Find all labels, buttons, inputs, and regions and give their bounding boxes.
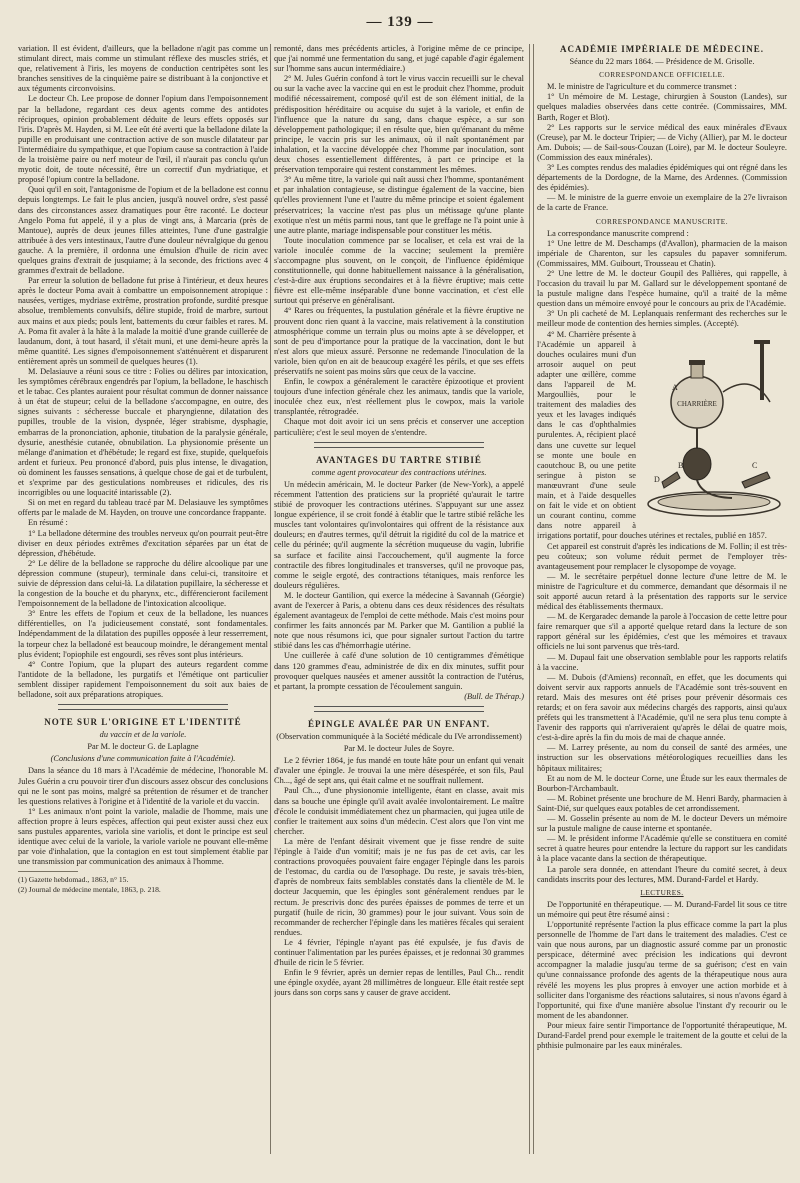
column-rule	[533, 44, 534, 1154]
paragraph: 4° Rares ou fréquentes, la pustulation générale et la fièvre éruptive ne prouvent donc rien quant à la vaccine, mais relativement à la constitution atmosphérique comme un terrain plus ou moins apte à se développer, et sont de peu d'importance pour la pratique de la vaccination, dont le but n'est alors que mieux assuré. Personne ne redemande l'inoculation de la variole, bien qu'on en ait de beaucoup exagéré les périls, et que ses effets préservatifs ne soient pas moins sûrs que ceux de la vaccine.	[274, 306, 524, 376]
paragraph: — M. le président informe l'Académie qu'elle se constituera en comité secret à quatre heures pour entendre la lecture du rapport sur les candidats à la place vacante dans la section de thérapeutique.	[537, 834, 787, 864]
article-title: AVANTAGES DU TARTRE STIBIÉ	[316, 454, 482, 465]
paragraph: 2° Le délire de la belladone se rapproche du délire alcoolique par une dépression commune (stupeur), terminale dans celui-ci, transitoire et suivie de dépression dans celui-là. La dilatation pupillaire, la sécheresse et la congestion de la bouche et du pharynx, etc., différencieront facilement l'empoisonnement de la belladone de l'intoxication alcoolique.	[18, 558, 268, 609]
paragraph: Dans la séance du 18 mars à l'Académie de médecine, l'honorable M. Jules Guérin a cru pouvoir tirer d'un discours assez obscur des conclusions qui ne le sont pas moins, malgré sa prétention de résumer et de trancher les questions relatives à l'origine et à l'identité de la variole et du vaccin.	[18, 766, 268, 806]
paragraph: En résumé :	[28, 518, 68, 528]
subsection-title: LECTURES.	[640, 887, 684, 897]
paragraph: Chaque mot doit avoir ici un sens précis et conserver une acception particulière; c'est le seul moyen de s'entendre.	[274, 417, 524, 437]
paragraph: Quoi qu'il en soit, l'antagonisme de l'opium et de la belladone est connu depuis longtemps. Le fait le plus ancien, jusqu'à nouvel ordre, s'est passé dans des circonstances assez dramatiques pour être raconté. Le docteur Angelo Poma fut appelé, il y a plus de vingt ans, à Marcaria (près de Mantoue), auprès de deux jeunes filles atteintes, l'une d'une gastralgie attribuée à des vers intestinaux, l'autre d'une douleur névralgique du genou gauche. A la première, il ordonna une émulsion d'huile de ricin avec quelques grains d'extrait de jusquiame; à la seconde, des frictions avec 4 grammes d'extrait de belladone.	[18, 185, 268, 276]
paragraph: 2° Les rapports sur le service médical des eaux minérales d'Evaux (Creuse), par M. le docteur Tripier; — de Vichy (Allier), par M. le docteur Am. Dubois; — de Sail-sous-Couzan (Loire), par M. le docteur Souleyre. (Commission des eaux minérales).	[537, 122, 787, 162]
article-subtitle: comme agent provocateur des contractions utérines.	[311, 467, 487, 477]
paragraph: remonté, dans mes précédents articles, à l'origine même de ce principe, que j'ai nommé une fermentation du sang, et jugé capable d'agir également sur l'homme sans aucun intermédiaire.)	[274, 44, 524, 74]
paragraph: Et au nom de M. le docteur Corne, une Étude sur les eaux thermales de Bourbon-l'Archambault.	[537, 773, 787, 793]
column-1	[18, 44, 268, 1169]
paragraph: Le docteur Ch. Lee propose de donner l'opium dans l'empoisonnement par la belladone, regardant ces deux agents comme des antidotes réciproques, opinion probablement déduite de leurs effets opposés sur l'iris. D'après M. Hayden, si M. Lee eût été averti que la belladone dilate la pupille en produisant une contraction active de son muscle dilatateur par l'intermédiaire du sympathique, et que l'opium cause sa contraction à l'aide de la troisième paire ou nerf moteur de l'œil, il n'aurait pas conclu qu'un myotic doit, de toute nécessité, être un correctif d'un mydriatique, et proposé l'opium contre la belladone.	[18, 94, 268, 185]
paragraph: — M. de Kergaradec demande la parole à l'occasion de cette lettre pour faire remarquer que s'il a apporté quelque retard dans la lecture de son rapport général sur les épidémies, c'est que les mémoires et travaux officiels ne lui sont parvenus que très-tard.	[537, 612, 787, 652]
figure-label-d: D	[654, 474, 660, 484]
paragraph: — M. Robinet présente une brochure de M. Henri Bardy, pharmacien à Saint-Dié, sur quelques eaux potables de cet arrondissement.	[537, 793, 787, 813]
paragraph: Un médecin américain, M. le docteur Parker (de New-York), a appelé récemment l'attention des praticiens sur la propriété qu'aurait le tartre stibié de provoquer les contractions utérines. S'appuyant sur une assez longue expérience, il se croit fondé à établir que le tartre stibié relâche les muscles tant volontaires qu'involontaires qui offrent de la résistance aux douleurs; en d'autres termes, qu'il détruit la rigidité du col de la matrice et celle du périnée; qu'il augmente la sécrétion muqueuse du vagin, lubrifie sa surface et facilite ainsi l'accouchement, qu'il augmente la force contractile des fibres longitudinales et transverses, qu'il ne provoque pas, comme le seigle ergoté, des contractions tétaniques, mais renforce les douleurs régulières.	[274, 479, 524, 590]
subsection-title: CORRESPONDANCE OFFICIELLE.	[599, 70, 725, 80]
article-subtitle: du vaccin et de la variole.	[99, 730, 187, 740]
douche-apparatus-figure	[642, 332, 787, 522]
paragraph: Paul Ch..., d'une physionomie intelligente, étant en classe, avait mis dans sa bouche une épingle qu'il avait avalée involontairement. Le maître d'école le conduisit immédiatement chez un pharmacien, qui jugea utile de confier le traitement aux soins d'un médecin. C'est alors que l'on vint me chercher.	[274, 786, 524, 836]
subsection-title: CORRESPONDANCE MANUSCRITE.	[595, 216, 729, 226]
paragraph: M. le ministre de l'agriculture et du commerce transmet :	[547, 82, 737, 92]
article-author: Par M. le docteur Jules de Soyre.	[343, 744, 455, 754]
article-subtitle: (Observation communiquée à la Société médicale du IVe arrondissement)	[276, 732, 522, 741]
section-title: ACADÉMIE IMPÉRIALE DE MÉDECINE.	[559, 44, 764, 54]
article-title: NOTE SUR L'ORIGINE ET L'IDENTITÉ	[44, 717, 242, 728]
paragraph: Par erreur la solution de belladone fut prise à l'intérieur, et deux heures après le docteur Poma avait à combattre un empoisonnement atropique : nausées, vertiges, mydriase extrême, prostration profonde, surdité presque absolue, tremblements convulsifs, délire stupide, froid de marbre, surtout aux mains et aux pieds; pouls lent, battements du cœur faibles et rares. M. A. Poma fit avaler à la hâte à la malade la moitié d'une grande cuillerée de laudanum, dont, à tout hasard, il s'était muni, et une demi-heure après la même quantité. Les signes d'empoisonnement s'atténuèrent et disparurent entièrement après un sommeil de quelques heures (1).	[18, 276, 268, 366]
paragraph: Toute inoculation commence par se localiser, et cela est vrai de la variole inoculée comme de la vaccine; seulement la première s'accompagne plus souvent, on le conçoit, de l'influence épidémique constitutionnelle, qui donne habituellement naissance à la généralisation, c'est-à-dire aux éruptions secondaires et à la fièvre éruptive; mais cette fièvre est elle-même inséparable d'une bonne vaccination, et c'est elle surtout qui préserve en généralisant.	[274, 235, 524, 306]
section-ornament	[314, 442, 484, 448]
paragraph: 1° Les animaux n'ont point la variole, maladie de l'homme, mais une affection propre à leurs espèces, affection qui peut exister aussi chez eux sans pustules apparentes, variola sine variolis, et dont le principe est seul identique avec celui de la variole, la variole variole ne pouvant elle-même par voie d'inhalation, que la contagion en est tout simplement établie par une transmission par communication des animaux à l'homme.	[18, 806, 268, 867]
paragraph: La correspondance manuscrite comprend :	[547, 228, 689, 238]
vessel-label: CHARRIÈRE	[677, 399, 717, 408]
paragraph: 2° M. Jules Guérin confond à tort le virus vaccin recueilli sur le cheval ou sur la vache avec la vaccine qui en est le produit chez l'homme, produit modifié nécessairement, composé qu'il est de son élément initial, de la prédisposition héréditaire ou acquise du sujet à la variole, et enfin de l'influence que la nature du sang, dans chaque espèce, a sur son développement pathologique; il en résulte que, bien qu'émanant du même principe, le vaccin pris sur les animaux, où il naît spontanément par inhalation, et la vaccine développée chez l'homme par inoculation, sont deux choses essentiellement différentes, à part ce principe et la préservation temporaire qui restent constamment les mêmes.	[274, 74, 524, 175]
paragraph: — M. Dubois (d'Amiens) reconnaît, en effet, que les documents qui doivent servir aux rapports annuels de l'Académie sont très-souvent en retard. Mais des mesures ont été prises pour prévenir désormais ces retards; et on fera savoir aux médecins chargés des rapports, ainsi qu'aux préfets qui les transmettent à l'Académie, qu'il ne sera plus tenu compte à l'avenir des rapports qui n'arriveraient qu'après le délai de quatre mois, c'est-à-dire après la fin du mois de mai de chaque année.	[537, 672, 787, 743]
paragraph: Pour mieux faire sentir l'importance de l'opportunité thérapeutique, M. Durand-Fardel prend pour exemple le traitement de la goutte et celui de la phthisie pulmonaire par les eaux minérales.	[537, 1020, 787, 1051]
paragraph: 3° Au même titre, la variole qui naît aussi chez l'homme, spontanément et par inhalation contagieuse, se distingue également de la vaccine, bien qu'elles proviennent l'une et l'autre du même principe et soient également préservatrices; la vaccine n'est pas plus un métissage qu'une plante exotique n'est un métis parmi nous, tant que le greffage ne l'a point unie à une autre plante, mariage indispensable pour constituer les métis.	[274, 175, 524, 235]
page-number: — 139 —	[366, 14, 434, 30]
paragraph: Le 2 février 1864, je fus mandé en toute hâte pour un enfant qui venait d'avaler une épingle. Je trouvai la une mère désespérée, et son fils, Paul Ch..., âgé de sept ans, qui était calme et ne souffrait nullement.	[274, 756, 524, 786]
figure-label-c: C	[752, 460, 758, 470]
paragraph: 1° Un mémoire de M. Lestage, chirurgien à Souston (Landes), sur quelques maladies observées dans cette contrée. (Commissaires, MM. Barth, Roger et Blot).	[537, 92, 787, 122]
paragraph: La parole sera donnée, en attendant l'heure du comité secret, à deux candidats inscrits pour des lectures, MM. Durand-Fardel et Hardy.	[537, 864, 787, 884]
paragraph: M. Delasiauve a réuni sous ce titre : Folies ou délires par intoxication, les symptômes cérébraux engendrés par l'opium, la belladone, le haschisch et le tabac. Ces plantes auraient pour résultat commun de donner naissance à un état de stupeur; celui de la belladone s'accompagne, en outre, des signes suivants : sécheresse buccale et pharyngienne, dilatation des pupilles, trouble de la vision, dyspnée, léger strabisme, dysphagie, embarras de la prononciation, aphonie, titubation de la paralysie générale, dysurie, anesthésie cutanée, obnubilation. La physionomie présente un mélange d'animation et d'hébétude; le regard est fixe, stupide, quelquefois ardent et furieux. Peu prononcé d'abord, puis plus intense, le divagation, où dominent les fausses sensations, à quelque chose de gai et de turbulent, et s'exprime par des gesticulations nombreuses et ridicules, des ris incorrigibles ou une loquacité intarissable (2).	[18, 367, 268, 498]
paragraph: — M. le secrétaire perpétuel donne lecture d'une lettre de M. le ministre de l'agriculture et du commerce, demandant que désormais il ne soit apporté aucun retard à la présentation des rapports sur le service médical des établissements thermaux.	[537, 571, 787, 612]
column-rule	[529, 44, 530, 1154]
paragraph: M. le docteur Gantilion, qui exerce la médecine à Savannah (Géorgie) avant de l'exercer à Paris, a obtenu dans ces deux résidences des résultats également avantageux de l'emploi de cette méthode. Mais c'est moins pour confirmer les faits annoncés par M. Parker que M. Gantilion a publié la note que nous résumons ici, que pour signaler surtout l'action du tartre stibié dans les cas d'hémorrhagie utérine.	[274, 590, 524, 651]
figure-label-a: A	[672, 382, 678, 392]
footnote: (2) Journal de médecine mentale, 1863, p. 218.	[18, 885, 161, 894]
session-line: Séance du 22 mars 1864. — Présidence de M. Grisolle.	[569, 57, 755, 67]
paragraph: 3° Les comptes rendus des maladies épidémiques qui ont régné dans les départements de la Dordogne, de la Marne, des Ardennes. (Commission des épidémies).	[537, 163, 787, 193]
paragraph: La mère de l'enfant désirait vivement que je fisse rendre de suite l'épingle à l'aide d'un vomitif; mais je ne fus pas de cet avis, car les contractions provoquées pouvaient faire engager l'épingle dans les parois de l'estomac, du cardia ou de l'œsophage. Du reste, je savais très-bien, d'après de nombreux faits semblables constatés dans la clientèle de M. le docteur Jacquemin, que les épingles sont généralement rendues par le rectum. Je prescrivis donc des purées épaisses de pommes de terre et un purgatif (huile de ricin, 30 grammes) pour le jour suivant. Vous soin de recommander de rechercher l'épingle dans les matières fécales qui seraient rendues.	[274, 836, 524, 937]
paragraph: 4° Contre l'opium, que la plupart des auteurs regardent comme l'antidote de la belladone, les purgatifs et l'émétique ont particulier semblent dissiper rapidement l'empoisonnement du soit aux baies de belladone, soit aux préparations atropiques.	[18, 659, 268, 699]
article-title: ÉPINGLE AVALÉE PAR UN ENFANT.	[308, 718, 490, 729]
footnote: (1) Gazette hebdomad., 1863, n° 15.	[18, 875, 129, 885]
paragraph: Une cuillerée à café d'une solution de 10 centigrammes d'émétique dans 120 grammes d'eau, administrée de dix en dix minutes, suffit pour provoquer quelques nausées et amener aussitôt la contraction de l'utérus, et partant, la prompte cessation de l'écoulement sanguin.	[274, 651, 524, 691]
paragraph: 1° La belladone détermine des troubles nerveux qu'on pourrait peut-être diviser en deux périodes extrêmes d'excitation séparées par un état de dépression, d'hébétude.	[18, 528, 268, 558]
article-source: (Bull. de Thérap.)	[464, 691, 524, 701]
paragraph: 4° M. Charrière présente à l'Académie un appareil à douches oculaires muni d'un arrosoir auquel on peut adapter une œillère, comme dans l'appareil de M. Margoulliès, pour le traitement des maladies des yeux et les lavages indiqués dans le cas d'ophthalmies purulentes. A, récipient placé dans une cuvette sur lequel se monte une boule en caoutchouc B, ou une petite seringue à piston se manœuvrant d'une seule main, et à l'aide desquelles on fait le vide et on obtient un courant continu, comme dans notre appareil à irrigations portatif, pour douches utérines et rectales, publié en 1857.	[537, 329, 767, 541]
paragraph: 1° Une lettre de M. Deschamps (d'Avallon), pharmacien de la maison impériale de Charenton, sur les capsules du papaver somniferum. (Commissaires, MM. Guibourt, Trousseau et Chatin).	[537, 238, 787, 268]
column-rule	[270, 44, 271, 1154]
paragraph: — M. Dupaul fait une observation semblable pour les rapports relatifs à la vaccine.	[537, 652, 787, 672]
column-2	[274, 44, 524, 1174]
paragraph: Enfin le 9 février, après un dernier repas de lentilles, Paul Ch... rendit une épingle oxydée, ayant 28 millimètres de longueur. Elle était restée sept jours dans son corps sans y causer de grave accident.	[274, 968, 524, 998]
paragraph: Si on met en regard du tableau tracé par M. Delasiauve les symptômes offerts par le malade de M. Hayden, on trouve une concordance frappante.	[18, 498, 268, 518]
paragraph: 3° Entre les effets de l'opium et ceux de la belladone, les nuances différentielles, on l'a judicieusement constaté, sont fondamentales. Indépendamment de la dilatation des pupilles opposée à leur resserrement, la torpeur chez la belladoné est beaucoup moindre, le dérangement mental plus évident; l'opiophile est engourdi, ses rêves sont plus intérieurs.	[18, 609, 268, 659]
paragraph: 2° Une lettre de M. le docteur Goupil des Pallières, qui rappelle, à l'occasion du travail lu par M. Gallard sur le développement spontané de la pustule maligne dans l'espèce humaine, qu'il a traité de la même question dans un mémoire envoyé pour le concours au prix de l'Académie.	[537, 268, 787, 309]
section-ornament	[314, 706, 484, 712]
paragraph: Enfin, le cowpox a généralement le caractère épizootique et provient toujours d'une infection générale chez les animaux, tandis que la variole, inoculée chez eux, n'est réellement plus le cowpox, mais la variole transplantée, rétrogradée.	[274, 377, 524, 417]
paragraph: — M. Gosselin présente au nom de M. le docteur Devers un mémoire sur la pustule maligne de cause interne et spontanée.	[537, 814, 787, 834]
section-ornament	[58, 704, 228, 710]
paragraph: — M. Larrey présente, au nom du conseil de santé des armées, une instruction sur les observations météorologiques recueillies dans les hôpitaux militaires;	[537, 743, 787, 773]
paragraph: variation. Il est évident, d'ailleurs, que la belladone n'agit pas comme un stimulant direct, mais comme un stimulant réflexe des muscles striés, et que, relativement à l'iris, les moyens de conduction centripètes sont les branches sensitives de la cinquième paire se distribuant à la conjonctive et aux téguments circonvoisins.	[18, 44, 268, 94]
paragraph: Le 4 février, l'épingle n'ayant pas été expulsée, je fus d'avis de continuer l'alimentation par les purées épaisses, et je redonnai 30 grammes d'huile de ricin le 5 février.	[274, 937, 524, 968]
paragraph: Cet appareil est construit d'après les indications de M. Follin; il est très-peu coûteux; son volume réduit permet de l'employer très-avantageusement pour remplacer le clysopompe de voyage.	[537, 541, 787, 571]
figure-label-b: B	[678, 460, 684, 470]
paragraph: L'opportunité représente l'action la plus efficace comme la part la plus personnelle de l'homme de l'art dans le traitement des maladies. C'est ce vain que nous aurons, par un diagnostic assuré comme par un pronostic perspicace, déterminé avec précision les indications qui devront accompagner la maladie jusqu'au terme de sa guérison; c'est en vain qu'une connaissance profonde des agents de la thérapeutique nous aura révélé les moyens les plus propres à envoyer une action morbide et à solliciter dans l'organisme des réactions salutaires, si nous n'avons égard à l'opportunité, qui fixe d'une manière absolue l'instant d'y recourir ou le moment de les abandonner.	[537, 919, 787, 1020]
footnote-rule	[18, 871, 78, 872]
article-author: Par M. le docteur G. de Laplagne	[87, 742, 199, 752]
column-3	[537, 44, 787, 1174]
paragraph: De l'opportunité en thérapeutique. — M. Durand-Fardel lit sous ce titre un mémoire qui peut être résumé ainsi :	[537, 899, 787, 919]
article-note: (Conclusions d'une communication faite à l'Académie).	[50, 754, 236, 764]
paragraph: — M. le ministre de la guerre envoie un exemplaire de la 27e livraison de la carte de France.	[537, 193, 787, 213]
paragraph: 3° Un pli cacheté de M. Leplanquais renfermant des recherches sur le meilleur mode de contention des hernies simples. (Accepté).	[537, 309, 787, 329]
